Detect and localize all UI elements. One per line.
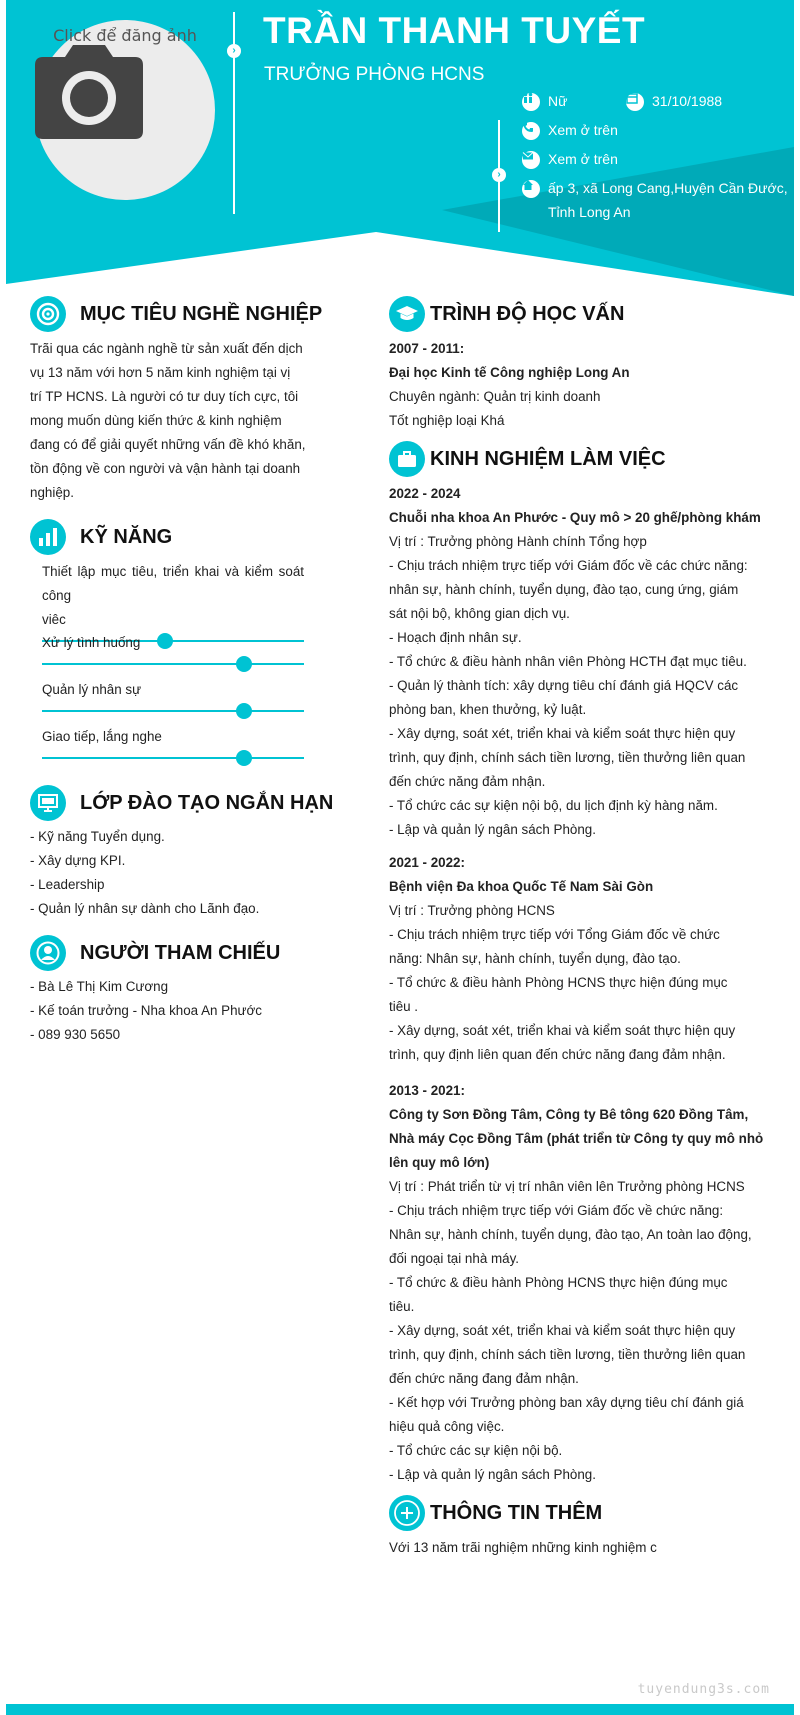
objective-title: MỤC TIÊU NGHỀ NGHIỆP bbox=[80, 302, 323, 325]
calendar-icon bbox=[626, 93, 644, 111]
skill-label: Quản lý nhân sự bbox=[42, 682, 142, 697]
list-item: - Xây dựng KPI. bbox=[30, 853, 126, 868]
user-icon bbox=[30, 935, 66, 971]
references-section-header bbox=[30, 935, 280, 971]
skill-bar bbox=[42, 757, 304, 759]
skills-title: KỸ NĂNG bbox=[80, 525, 173, 548]
candidate-title: TRƯỞNG PHÒNG HCNS bbox=[264, 64, 485, 85]
training-title: LỚP ĐÀO TẠO NGẮN HẠN bbox=[80, 791, 334, 814]
home-icon bbox=[522, 180, 540, 198]
briefcase-icon bbox=[389, 441, 425, 477]
objective-text: Trãi qua các ngành nghề từ sản xuất đến dịch vụ 13 năm với hơn 5 năm kinh nghiệm tại vị trí TP HCNS. Là người có tư duy tích cực, tôi mong muốn dùng kiến thức & kinh nghiệm đang có để giải quyết những vấn đề khó khăn, tồn động về con người và vận hành tại doanh nghiệp. bbox=[30, 341, 306, 500]
bar-chart-icon bbox=[30, 519, 66, 555]
graduation-cap-icon bbox=[389, 296, 425, 332]
phone-row bbox=[522, 121, 618, 142]
chevron-right-icon: › bbox=[227, 44, 241, 58]
skill-level-knob[interactable] bbox=[236, 750, 252, 766]
skill-label: Thiết lập mục tiêu, triển khai và kiểm soát công viêc bbox=[42, 564, 304, 627]
experience-job: 2021 - 2022: Bệnh viện Đa khoa Quốc Tế Nam Sài Gòn Vị trí : Trưởng phòng HCNS - Chịu trách nhiệm trực tiếp với Tổng Giám đốc về chức năng: Nhân sự, hành chính, tuyển dụng, đào tạo. - Tổ chức & điều hành Phòng HCNS thực hiện đúng mục tiêu . - Xây dựng, soát xét, triển khai và kiểm soát thực hiện quy trình, quy định liên quan đến chức năng đang đảm nhận. bbox=[389, 855, 736, 1062]
list-item: - Bà Lê Thị Kim Cương bbox=[30, 979, 169, 994]
training-section-header bbox=[30, 785, 333, 821]
email-value: Xem ở trên bbox=[548, 151, 618, 167]
skill-level-knob[interactable] bbox=[236, 656, 252, 672]
presentation-icon bbox=[30, 785, 66, 821]
birthday-row bbox=[626, 92, 722, 113]
email-row bbox=[522, 150, 618, 171]
email-icon bbox=[522, 151, 540, 169]
cv-header bbox=[6, 0, 794, 300]
skill-label: Xử lý tình huống bbox=[42, 635, 141, 650]
header-divider bbox=[233, 12, 235, 214]
extra-section-header bbox=[389, 1495, 602, 1531]
list-item: - Kỹ năng Tuyển dụng. bbox=[30, 829, 165, 844]
watermark: tuyendung3s.com bbox=[637, 1682, 770, 1697]
chevron-right-icon: › bbox=[492, 168, 506, 182]
address-row bbox=[522, 179, 788, 224]
list-item: - 089 930 5650 bbox=[30, 1027, 121, 1042]
skill-item bbox=[42, 725, 304, 759]
camera-icon bbox=[35, 45, 143, 139]
photo-upload-label: Click để đăng ảnh bbox=[53, 26, 197, 45]
candidate-name: TRẦN THANH TUYẾT bbox=[263, 10, 646, 51]
extra-text: Với 13 năm trãi nghiệm những kinh nghiệm c bbox=[389, 1540, 657, 1555]
objective-section-header bbox=[30, 296, 322, 332]
address-value: ấp 3, xã Long Cang,Huyện Cần Đước, Tỉnh Long An bbox=[548, 180, 788, 220]
skills-section-header bbox=[30, 519, 172, 555]
education-title: TRÌNH ĐỘ HỌC VẤN bbox=[430, 302, 625, 325]
list-item: - Leadership bbox=[30, 877, 105, 892]
training-list bbox=[30, 825, 330, 921]
extra-title: THÔNG TIN THÊM bbox=[430, 1501, 603, 1524]
list-item: - Quản lý nhân sự dành cho Lãnh đạo. bbox=[30, 901, 260, 916]
avatar-upload[interactable] bbox=[35, 20, 215, 200]
skill-level-knob[interactable] bbox=[236, 703, 252, 719]
target-icon bbox=[30, 296, 66, 332]
skill-item bbox=[42, 678, 304, 712]
cv-page bbox=[6, 0, 794, 1715]
gender-row bbox=[522, 92, 567, 113]
education-section-header bbox=[389, 296, 624, 332]
skill-bar bbox=[42, 710, 304, 712]
list-item: - Kế toán trưởng - Nha khoa An Phước bbox=[30, 1003, 263, 1018]
gender-value: Nữ bbox=[548, 93, 568, 109]
experience-job: 2013 - 2021: Công ty Sơn Đồng Tâm, Công ty Bê tông 620 Đồng Tâm, Nhà máy Cọc Đồng Tâm (phát triển từ Công ty quy mô nhỏ lên quy mô lớn) Vị trí : Phát triển từ vị trí nhân viên lên Trưởng phòng HCNS - Chịu trách nhiệm trực tiếp với Giám đốc về chức năng: Nhân sự, hành chính, tuyển dụng, đào tạo, An toàn lao động, đối ngoại tại nhà máy. - Tổ chức & điều hành Phòng HCNS thực hiện đúng mục tiêu. - Xây dựng, soát xét, triển khai và kiểm soát thực hiện quy trình, quy định, chính sách tiền lương, tiền thưởng liên quan đến chức năng đang đảm nhận. - Kết hợp với Trưởng phòng ban xây dựng tiêu chí đánh giá hiệu quả công việc. - Tổ chức các sự kiện nội bộ. - Lập và quản lý ngân sách Phòng. bbox=[389, 1083, 764, 1482]
skill-item bbox=[42, 560, 304, 642]
experience-title: KINH NGHIỆM LÀM VIỆC bbox=[430, 447, 666, 470]
skill-bar bbox=[42, 663, 304, 665]
plus-icon bbox=[389, 1495, 425, 1531]
references-list bbox=[30, 975, 330, 1047]
birthday-value: 31/10/1988 bbox=[652, 93, 723, 109]
phone-icon bbox=[522, 122, 540, 140]
footer-bar bbox=[6, 1704, 794, 1715]
references-title: NGƯỜI THAM CHIẾU bbox=[80, 941, 281, 964]
education-block: 2007 - 2011: Đại học Kinh tế Công nghiệp Long An Chuyên ngành: Quản trị kinh doanh Tốt nghiệp loại Khá bbox=[389, 341, 630, 428]
phone-value: Xem ở trên bbox=[548, 122, 618, 138]
skill-item bbox=[42, 631, 304, 665]
experience-section-header bbox=[389, 441, 666, 477]
experience-job: 2022 - 2024 Chuỗi nha khoa An Phước - Quy mô > 20 ghế/phòng khám Vị trí : Trưởng phòng Hành chính Tổng hợp - Chịu trách nhiệm trực tiếp với Giám đốc về các chức năng: nhân sự, hành chính, tuyển dụng, đào tạo, cung ứng, giám sát nội bộ, không gian dịch vụ. - Hoạch định nhân sự. - Tổ chức & điều hành nhân viên Phòng HCTH đạt mục tiêu. - Quản lý thành tích: xây dựng tiêu chí đánh giá HQCV các phòng ban, khen thưởng, kỷ luật. - Xây dựng, soát xét, triển khai và kiểm soát thực hiện quy trình, quy định, chính sách tiền lương, tiền thưởng liên quan đến chức năng đảm nhận. - Tổ chức các sự kiện nội bộ, du lịch định kỳ hàng năm. - Lập và quản lý ngân sách Phòng. bbox=[389, 486, 761, 837]
skill-label: Giao tiếp, lắng nghe bbox=[42, 729, 162, 744]
gender-icon bbox=[522, 93, 540, 111]
